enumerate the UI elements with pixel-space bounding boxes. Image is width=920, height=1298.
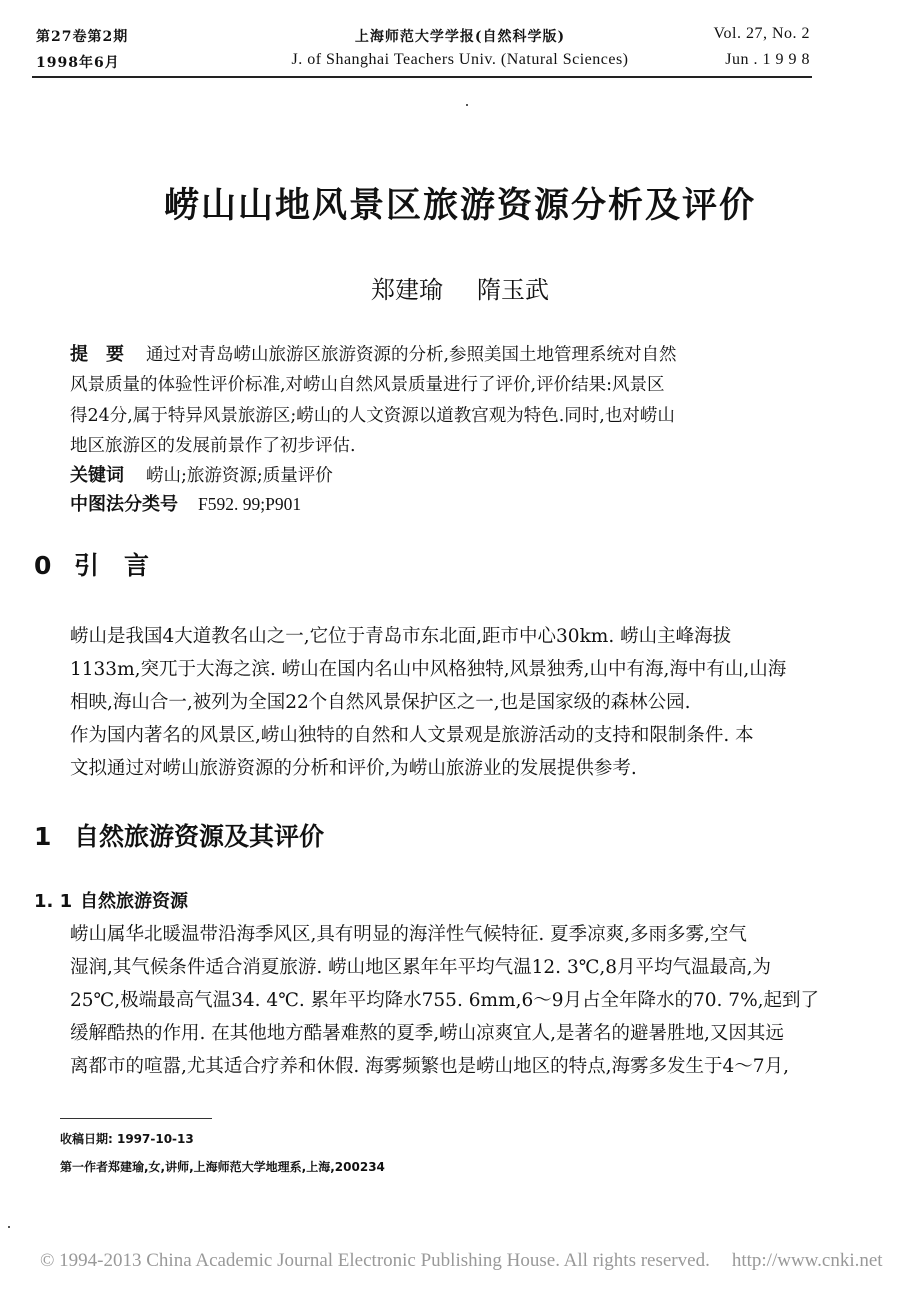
author-name: 郑建瑜 <box>371 276 443 304</box>
scan-speck <box>8 1226 10 1228</box>
abstract-line: 风景质量的体验性评价标准,对崂山自然风景质量进行了评价,评价结果:风景区 <box>70 375 665 395</box>
abstract-line <box>70 340 677 366</box>
keywords-line <box>70 461 333 487</box>
section-title: 引 言 <box>74 551 150 580</box>
copyright-url[interactable]: http://www.cnki.net <box>731 1250 883 1271</box>
copyright-notice <box>40 1250 883 1272</box>
keywords-value: 崂山;旅游资源;质量评价 <box>146 466 333 486</box>
body-line: 湿润,其气候条件适合消夏旅游. 崂山地区累年年平均气温12. 3℃,8月平均气温最高,为 <box>70 957 771 978</box>
classification-label: 中图法分类号 <box>70 494 178 515</box>
body-line: 相映,海山合一,被列为全国22个自然风景保护区之一,也是国家级的森林公园. <box>70 692 691 713</box>
section-title: 自然旅游资源及其评价 <box>74 822 325 851</box>
keywords-label: 关键词 <box>70 465 124 486</box>
footnote: 第一作者郑建瑜,女,讲师,上海师范大学地理系,上海,200234 <box>60 1160 385 1174</box>
header-date-en: Jun . 1 9 9 8 <box>725 51 810 68</box>
section-heading <box>34 546 149 582</box>
abstract-line: 得24分,属于特异风景旅游区;崂山的人文资源以道教宫观为特色.同时,也对崂山 <box>70 406 675 426</box>
subsection-number: 1. 1 <box>34 891 73 912</box>
abstract-label: 提 要 <box>70 344 124 365</box>
subsection-heading <box>34 887 188 913</box>
section-heading <box>34 817 324 853</box>
scan-speck <box>466 104 468 106</box>
body-line: 崂山属华北暖温带沿海季风区,具有明显的海洋性气候特征. 夏季凉爽,多雨多雾,空气 <box>70 924 747 945</box>
subsection-title: 自然旅游资源 <box>80 891 188 912</box>
header-date-cn: 1998年6月 <box>36 55 120 71</box>
classification-line <box>70 490 301 516</box>
footnote: 收稿日期: 1997-10-13 <box>60 1132 194 1146</box>
classification-value: F592. 99;P901 <box>198 494 302 514</box>
header-journal-en: J. of Shanghai Teachers Univ. (Natural Sciences) <box>291 51 629 68</box>
footnote-rule <box>60 1118 212 1119</box>
header-journal-cn: 上海师范大学学报(自然科学版) <box>354 29 566 45</box>
body-line: 缓解酷热的作用. 在其他地方酷暑难熬的夏季,崂山凉爽宜人,是著名的避暑胜地,又因其远 <box>70 1023 784 1044</box>
body-line: 崂山是我国4大道教名山之一,它位于青岛市东北面,距市中心30km. 崂山主峰海拔 <box>70 626 732 647</box>
abstract-line: 地区旅游区的发展前景作了初步评估. <box>70 436 356 456</box>
body-line: 1133m,突兀于大海之滨. 崂山在国内名山中风格独特,风景独秀,山中有海,海中有山,山海 <box>70 659 787 680</box>
section-number: 1 <box>34 822 52 851</box>
header-issue-en: Vol. 27, No. 2 <box>713 25 810 42</box>
body-line: 作为国内著名的风景区,崂山独特的自然和人文景观是旅游活动的支持和限制条件. 本 <box>70 725 754 746</box>
section-number: 0 <box>34 551 52 580</box>
body-line: 文拟通过对崂山旅游资源的分析和评价,为崂山旅游业的发展提供参考. <box>70 758 637 779</box>
author-list <box>0 270 920 305</box>
header-rule <box>32 76 812 78</box>
article-title: 崂山山地风景区旅游资源分析及评价 <box>163 186 756 226</box>
header-issue-cn: 第27卷第2期 <box>36 29 129 45</box>
abstract-text: 通过对青岛崂山旅游区旅游资源的分析,参照美国土地管理系统对自然 <box>146 345 677 365</box>
author-name: 隋玉武 <box>477 276 549 304</box>
copyright-text: © 1994-2013 China Academic Journal Electronic Publishing House. All rights reserved. <box>40 1250 710 1271</box>
body-line: 25℃,极端最高气温34. 4℃. 累年平均降水755. 6mm,6～9月占全年降水的70. 7%,起到了 <box>70 990 820 1011</box>
body-line: 离都市的喧嚣,尤其适合疗养和休假. 海雾频繁也是崂山地区的特点,海雾多发生于4～7月, <box>70 1056 789 1077</box>
